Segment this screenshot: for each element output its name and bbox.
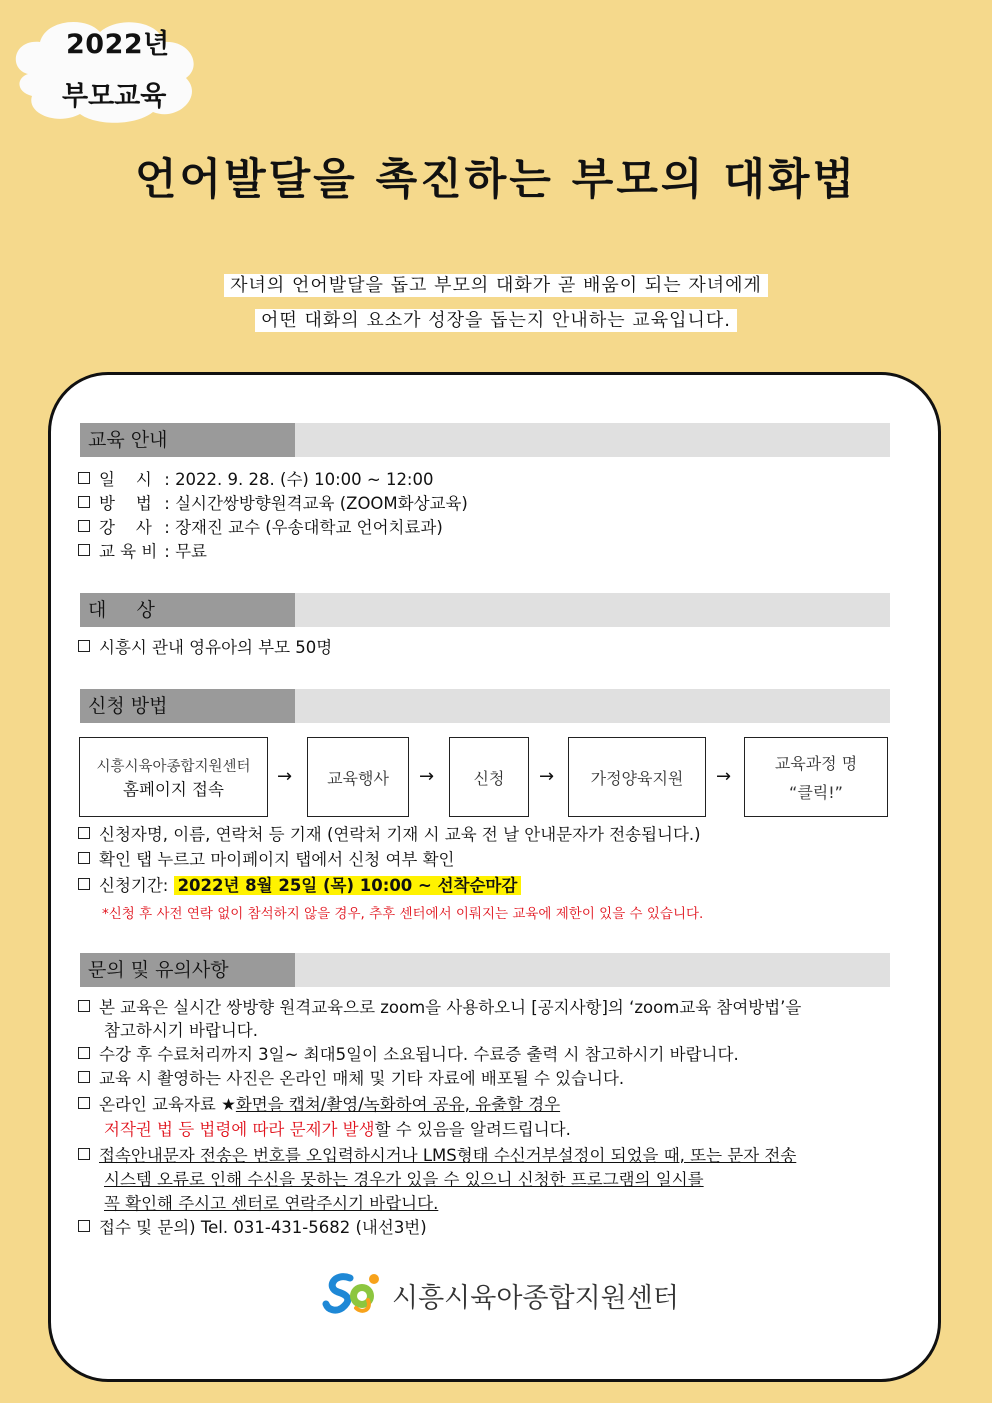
intro-line-1: 자녀의 언어발달을 돕고 부모의 대화가 곧 배움이 되는 자녀에게: [0, 271, 992, 297]
step-event: 교육행사: [307, 737, 409, 817]
info-item-fee: 교 육 비 : 무료: [78, 541, 207, 563]
step-family-support: 가정양육지원: [568, 737, 706, 817]
target-item: 시흥시 관내 영유아의 부모 50명: [78, 637, 332, 659]
notice-item-1: 본 교육은 실시간 쌍방향 원격교육으로 zoom을 사용하오니 [공지사항]의 ‘zoom교육 참여방법’을: [78, 997, 801, 1019]
checkbox-icon: [78, 878, 90, 890]
info-item-date: 일 시 : 2022. 9. 28. (수) 10:00 ~ 12:00: [78, 469, 434, 491]
section-label: 신청 방법: [80, 689, 295, 723]
checkbox-icon: [78, 1097, 90, 1109]
checkbox-icon: [78, 472, 90, 484]
section-header-target: [80, 593, 890, 627]
checkbox-icon: [78, 496, 90, 508]
checkbox-icon: [78, 640, 90, 652]
checkbox-icon: [78, 1071, 90, 1083]
info-item-method: 방 법 : 실시간쌍방향원격교육 (ZOOM화상교육): [78, 493, 468, 515]
notice-item-5-cont-1: 시스템 오류로 인해 수신을 못하는 경우가 있을 수 있으니 신청한 프로그램의 일시를: [104, 1170, 704, 1189]
notice-item-3: 교육 시 촬영하는 사진은 온라인 매체 및 기타 자료에 배포될 수 있습니다.: [78, 1068, 624, 1090]
arrow-icon: →: [419, 766, 435, 787]
intro-line-2: 어떤 대화의 요소가 성장을 돕는지 안내하는 교육입니다.: [0, 306, 992, 332]
checkbox-icon: [78, 1220, 90, 1232]
section-label: 대 상: [80, 593, 295, 627]
notice-item-2: 수강 후 수료처리까지 3일~ 최대5일이 소요됩니다. 수료증 출력 시 참고하시기 바랍니다.: [78, 1044, 739, 1066]
section-label: 문의 및 유의사항: [80, 953, 295, 987]
checkbox-icon: [78, 1148, 90, 1160]
checkbox-icon: [78, 852, 90, 864]
notice-item-contact: 접수 및 문의) Tel. 031-431-5682 (내선3번): [78, 1217, 427, 1239]
notice-item-5: 접속안내문자 전송은 번호를 오입력하시거나 LMS형태 수신거부설정이 되었을 때, 또는 문자 전송: [78, 1145, 796, 1167]
badge-year: 2022년: [66, 29, 170, 60]
info-item-instructor: 강 사 : 장재진 교수 (우송대학교 언어치료과): [78, 517, 443, 539]
notice-item-5-cont-2: 꼭 확인해 주시고 센터로 연락주시기 바랍니다.: [104, 1194, 439, 1213]
notice-item-1-cont: 참고하시기 바랍니다.: [104, 1021, 258, 1040]
apply-warning-note: *신청 후 사전 연락 없이 참석하지 않을 경우, 추후 센터에서 이뤄지는 교육에 제한이 있을 수 있습니다.: [102, 906, 704, 922]
section-header-notice: [80, 953, 890, 987]
apply-item-1: 신청자명, 이름, 연락처 등 기재 (연락처 기재 시 교육 전 날 안내문자가 전송됩니다.): [78, 824, 701, 846]
step-course-click: 교육과정 명 “클릭!”: [744, 737, 888, 817]
center-logo-icon: [322, 1270, 382, 1316]
section-header-apply: [80, 689, 890, 723]
center-name: 시흥시육아종합지원센터: [392, 1283, 679, 1314]
notice-item-4-cont: 저작권 법 등 법령에 따라 문제가 발생할 수 있음을 알려드립니다.: [104, 1120, 571, 1139]
section-label: 교육 안내: [80, 423, 295, 457]
badge-label: 부모교육: [62, 81, 167, 112]
arrow-icon: →: [716, 766, 732, 787]
step-homepage: 시흥시육아종합지원센터 홈페이지 접속: [79, 737, 268, 817]
arrow-icon: →: [277, 766, 293, 787]
checkbox-icon: [78, 1000, 90, 1012]
checkbox-icon: [78, 1047, 90, 1059]
apply-item-2: 확인 탭 누르고 마이페이지 탭에서 신청 여부 확인: [78, 849, 455, 871]
section-header-info: [80, 423, 890, 457]
page-title: 언어발달을 촉진하는 부모의 대화법: [135, 155, 857, 205]
checkbox-icon: [78, 520, 90, 532]
arrow-icon: →: [539, 766, 555, 787]
apply-period-highlight: 2022년 8월 25일 (목) 10:00 ~ 선착순마감: [174, 876, 522, 895]
checkbox-icon: [78, 827, 90, 839]
apply-period: 신청기간: 2022년 8월 25일 (목) 10:00 ~ 선착순마감: [78, 875, 521, 897]
step-apply: 신청: [449, 737, 529, 817]
notice-item-4: 온라인 교육자료 ★화면을 캡쳐/촬영/녹화하여 공유, 유출할 경우: [78, 1094, 560, 1116]
checkbox-icon: [78, 544, 90, 556]
